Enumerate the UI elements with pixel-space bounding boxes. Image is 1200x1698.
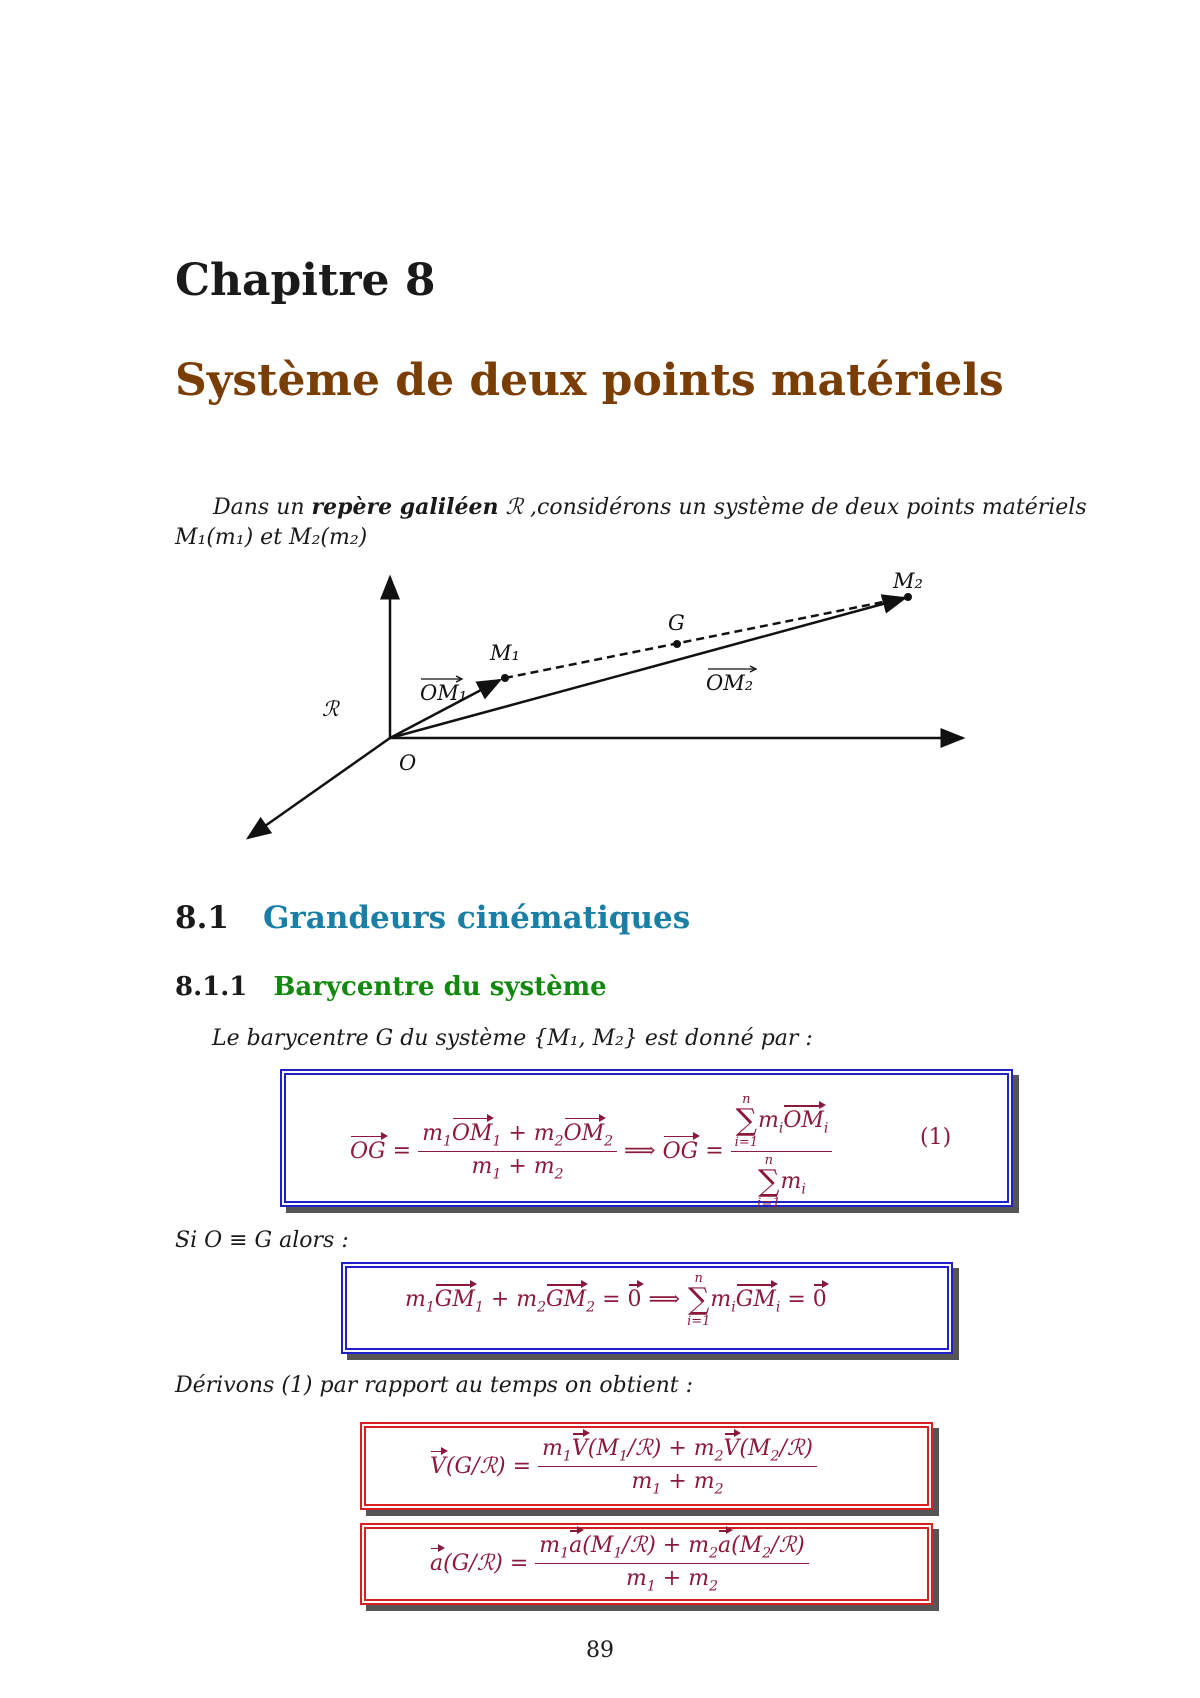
subsection-title: Barycentre du système	[273, 972, 607, 1002]
page-number: 89	[586, 1638, 614, 1663]
vector-om2	[390, 598, 905, 738]
axis-x	[248, 738, 390, 838]
intro-text-before: Dans un	[213, 495, 312, 520]
equation-1-number: (1)	[920, 1125, 952, 1150]
subsection-heading	[175, 972, 607, 1002]
label-om2: OM₂	[706, 671, 754, 695]
equation-2: $m_1GM_1 + m_2GM_2 = 0$ ⟹ n ∑ i=1 $m_iGM_i = 0$	[405, 1271, 827, 1329]
segment-m1-m2	[505, 597, 908, 678]
point-m1	[501, 674, 509, 682]
label-o: O	[399, 751, 417, 775]
acceleration-equation: a(G/ℛ) = $\frac{m_1a(M_1/ℛ) + m_2a(M_2/ℛ)}{m_1 + m_2}$	[430, 1533, 809, 1595]
derivons-line: Dérivons (1) par rapport au temps on obtient :	[175, 1373, 694, 1398]
label-r: ℛ	[322, 697, 339, 721]
equation-1: OG = $\frac{m_1OM_1 + m_2OM_2}{m_1 + m_2}$ ⟹ OG = n ∑ i=1 $m_iOM_i$ n ∑ i=1 $m_i$	[350, 1093, 832, 1210]
barycentre-intro: Le barycentre G du système {M₁, M₂} est donné par :	[212, 1026, 813, 1051]
equation-box-2	[341, 1262, 953, 1354]
section-heading	[175, 900, 690, 936]
chapter-label: Chapitre 8	[175, 255, 436, 306]
intro-bold: repère galiléen	[311, 494, 499, 520]
subsection-number: 8.1.1	[175, 972, 248, 1002]
label-om1: OM₁	[420, 681, 468, 705]
point-m2	[904, 593, 912, 601]
velocity-box	[360, 1422, 933, 1510]
section-title: Grandeurs cinématiques	[262, 900, 691, 936]
chapter-title: Système de deux points matériels	[175, 355, 1004, 406]
point-g	[673, 640, 681, 648]
label-g: G	[668, 611, 685, 635]
equation-box-1	[280, 1069, 1013, 1211]
section-number: 8.1	[175, 900, 229, 936]
label-m2: M₂	[893, 569, 923, 593]
si-line: Si O ≡ G alors :	[175, 1228, 349, 1253]
intro-text-after: ℛ ,considérons un système de deux points matériels	[498, 495, 1087, 520]
acceleration-box	[360, 1523, 933, 1605]
intro-line2: M₁(m₁) et M₂(m₂)	[175, 525, 368, 550]
velocity-equation: V(G/ℛ) = $\frac{m_1V(M_1/ℛ) + m_2V(M_2/ℛ)}{m_1 + m_2}$	[430, 1436, 817, 1498]
label-m1: M₁	[490, 641, 520, 665]
